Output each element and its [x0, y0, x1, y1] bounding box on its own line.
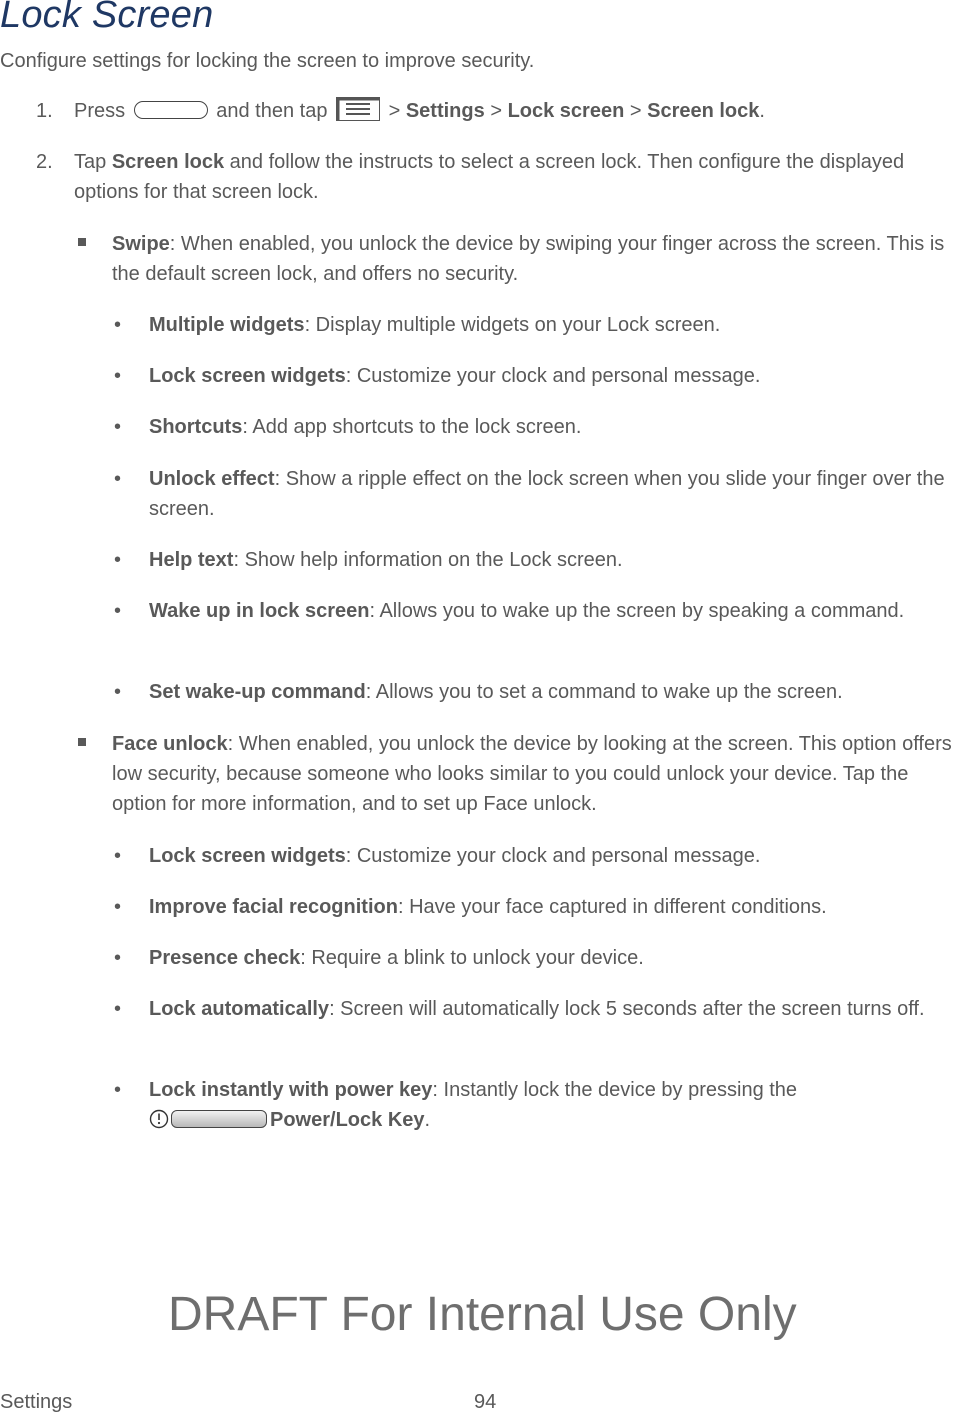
option-label: Shortcuts [149, 416, 243, 438]
separator: > [629, 100, 642, 122]
bullet-dot-icon: • [114, 681, 122, 703]
option-desc: : Show help information on the Lock screen. [233, 549, 623, 571]
option-desc: : Display multiple widgets on your Lock screen. [304, 314, 721, 336]
step-number: 1. [36, 100, 53, 122]
option-desc: : Show a ripple effect on the lock screen when you slide your finger over the screen. [149, 468, 945, 520]
home-key-icon [134, 101, 208, 119]
option-desc: : When enabled, you unlock the device by swiping your finger across the screen. This is the default screen lock, and offers no security. [112, 233, 945, 285]
draft-watermark: DRAFT For Internal Use Only [168, 1288, 797, 1341]
power-lock-key-label: Power/Lock Key [270, 1109, 425, 1131]
option-label: Swipe [112, 233, 170, 255]
power-key-icon [171, 1110, 267, 1128]
period: . [424, 1109, 431, 1131]
bullet-dot-icon: • [114, 600, 122, 622]
bullet-text [112, 229, 962, 289]
option-label: Face unlock [112, 733, 228, 755]
option-label: Presence check [149, 947, 301, 969]
option-desc: : Screen will automatically lock 5 seconds after the screen turns off. [329, 998, 925, 1020]
tap-word: Tap [74, 151, 107, 173]
square-bullet-icon [78, 238, 86, 246]
press-word: Press [74, 100, 126, 122]
option-desc: : Customize your clock and personal message. [345, 845, 761, 867]
option-label: Multiple widgets [149, 314, 305, 336]
lock-screen-menu-label: Lock screen [507, 100, 625, 122]
page-title: Lock Screen [0, 0, 214, 36]
bullet-dot-icon: • [114, 947, 122, 969]
step-rest-text: and follow the instructs to select a screen lock. Then configure the displayed options for that screen lock. [74, 151, 905, 203]
intro-text: Configure settings for locking the screen to improve security. [0, 50, 535, 72]
page-number: 94 [474, 1391, 497, 1413]
bullet-text [112, 729, 962, 819]
option-desc: : Require a blink to unlock your device. [300, 947, 644, 969]
bullet-dot-icon: • [114, 549, 122, 571]
period: . [759, 100, 765, 122]
separator: > [490, 100, 502, 122]
option-desc: : Allows you to wake up the screen by speaking a command. [369, 600, 905, 622]
screen-lock-menu-label: Screen lock [647, 100, 760, 122]
and-then-tap-text: and then tap [216, 100, 328, 122]
menu-icon [336, 97, 380, 121]
option-label: Set wake-up command [149, 681, 366, 703]
option-desc: : Add app shortcuts to the lock screen. [242, 416, 582, 438]
screen-lock-label: Screen lock [111, 151, 225, 173]
option-desc: : When enabled, you unlock the device by looking at the screen. This option offers low security, because someone who looks similar to you could unlock your device. Tap the option for more information, and to set up Face unlock. [112, 733, 952, 815]
footer-section: Settings [0, 1391, 73, 1413]
option-label: Improve facial recognition [149, 896, 398, 918]
option-label: Lock automatically [149, 998, 330, 1020]
option-label: Unlock effect [149, 468, 275, 490]
option-label: Lock instantly with power key [149, 1079, 433, 1101]
square-bullet-icon [78, 738, 86, 746]
bullet-dot-icon: • [114, 845, 122, 867]
step-number: 2. [36, 151, 53, 173]
bullet-dot-icon: • [114, 365, 122, 387]
bullet-dot-icon: • [114, 896, 122, 918]
option-label: Wake up in lock screen [149, 600, 370, 622]
power-icon [149, 1109, 169, 1129]
option-desc: : Customize your clock and personal message. [345, 365, 761, 387]
step-text [74, 96, 954, 126]
option-desc: : Have your face captured in different conditions. [397, 896, 827, 918]
bullet-dot-icon: • [114, 416, 122, 438]
option-desc: : Instantly lock the device by pressing the [432, 1079, 798, 1101]
option-desc: : Allows you to set a command to wake up the screen. [365, 681, 843, 703]
bullet-dot-icon: • [114, 314, 122, 336]
separator: > [388, 100, 401, 122]
option-label: Lock screen widgets [149, 845, 346, 867]
option-label: Help text [149, 549, 234, 571]
step-text [74, 147, 954, 207]
bullet-dot-icon: • [114, 998, 122, 1020]
settings-menu-label: Settings [405, 100, 485, 122]
option-label: Lock screen widgets [149, 365, 346, 387]
bullet-dot-icon: • [114, 468, 122, 490]
bullet-dot-icon: • [114, 1079, 122, 1101]
